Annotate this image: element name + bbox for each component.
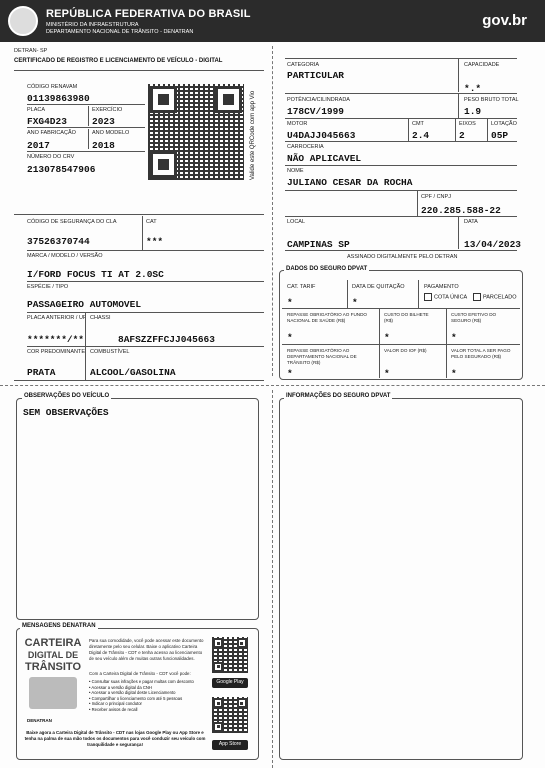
bullet-item: • Consultar suas infrações e pagar multas com desconto: [89, 679, 194, 684]
custo-efetivo-value: *: [451, 332, 457, 343]
chassi-value: 8AFSZZFFCJJ045663: [118, 334, 215, 345]
peso-label: PESO BRUTO TOTAL: [464, 97, 519, 103]
bullet-item: • Indicar o principal condutor: [89, 701, 142, 707]
placa-label: PLACA: [27, 107, 46, 113]
renavam-value: 01139863980: [27, 93, 90, 104]
eixos-value: 2: [459, 130, 465, 141]
rule: [379, 345, 380, 378]
cpf-label: CPF / CNPJ: [421, 194, 451, 200]
data-quitacao-label: DATA DE QUITAÇÃO: [352, 284, 405, 290]
valor-iof-label: VALOR DO IOF (R$): [384, 348, 427, 353]
rule: [85, 347, 86, 380]
motor-label: MOTOR: [287, 121, 308, 127]
data-value: 13/04/2023: [464, 239, 522, 250]
bullet-item: • Compartilhar o licenciamento com até 5 pessoas: [89, 695, 183, 701]
repasse-denatran-value: *: [287, 368, 293, 379]
capacidade-label: CAPACIDADE: [464, 62, 500, 68]
cota-unica-label: COTA ÚNICA: [434, 294, 468, 301]
categoria-value: PARTICULAR: [287, 70, 345, 81]
rule: [27, 346, 264, 347]
lotacao-value: 05P: [491, 130, 509, 141]
rule: [282, 308, 520, 309]
ano-modelo-label: ANO MODELO: [92, 130, 130, 136]
valor-total-value: *: [451, 368, 457, 379]
rule: [458, 59, 459, 92]
doc-title: CERTIFICADO DE REGISTRO E LICENCIAMENTO DE VEÍCULO - DIGITAL: [14, 58, 223, 64]
coat-of-arms-icon: [8, 6, 38, 36]
bullet-item: • Receber avisos de recall: [89, 706, 138, 712]
bullet-item: • Acessar a versão digital da CNH: [89, 684, 152, 690]
custo-bilhete-label: CUSTO DO BILHETE (R$): [384, 312, 429, 323]
valor-iof-value: *: [384, 368, 390, 379]
chassi-label: CHASSI: [90, 315, 111, 321]
ano-fabricacao-value: 2017: [27, 140, 50, 151]
mensagens-paragraph: Para sua comodidade, você pode acessar este documento diretamente pelo seu celular. Baixe o aplicativo Carteira Digital de Trânsito - CDT e tenha acesso ao licenciamento de seu veículo além de muitas outras funcionalidades.: [89, 638, 204, 661]
especie-label: ESPÉCIE / TIPO: [27, 284, 69, 290]
rule: [285, 93, 517, 94]
cdt-phone-illustration: [29, 677, 77, 709]
pagamento-label: PAGAMENTO: [424, 284, 459, 290]
info-dpvat-title: INFORMAÇÕES DO SEGURO DPVAT: [286, 393, 391, 399]
local-value: CAMPINAS SP: [287, 239, 350, 250]
rule: [446, 345, 447, 378]
custo-efetivo-label: CUSTO EFETIVO DO SEGURO (R$): [451, 312, 497, 323]
data-quitacao-value: *: [352, 297, 358, 308]
rule: [14, 380, 264, 381]
lotacao-label: LOTAÇÃO: [491, 121, 517, 127]
rule: [27, 312, 264, 313]
rule: [285, 118, 517, 119]
data-label: DATA: [464, 219, 478, 225]
cor-value: PRATA: [27, 367, 56, 378]
cat-tarif-value: *: [287, 297, 293, 308]
placa-value: FXG4D23: [27, 116, 67, 127]
marca-value: I/FORD FOCUS TI AT 2.0SC: [27, 269, 164, 280]
rule: [14, 70, 264, 71]
mensagens-intro: Com a Carteira Digital de Trânsito - CDT você pode:: [89, 671, 191, 676]
cota-unica-option[interactable]: [424, 293, 467, 301]
header-bar: [0, 0, 545, 42]
cat-tarif-label: CAT. TARIF: [287, 284, 316, 290]
rule: [347, 280, 348, 308]
rule: [27, 151, 145, 152]
rule: [458, 94, 459, 118]
cla-label: CÓDIGO DE SEGURANÇA DO CLA: [27, 219, 117, 225]
rule: [285, 216, 517, 217]
rule: [418, 280, 419, 308]
ano-fabricacao-label: ANO FABRICAÇÃO: [27, 130, 76, 136]
rule: [417, 190, 418, 216]
carroceria-value: NÃO APLICAVEL: [287, 153, 362, 164]
observacoes-value: SEM OBSERVAÇÕES: [23, 407, 109, 418]
rule: [85, 313, 86, 346]
rule: [27, 281, 264, 282]
qr-code: [148, 84, 244, 180]
header-ministry: MINISTÉRIO DA INFRAESTRUTURA: [46, 22, 139, 28]
fold-line-horizontal: [0, 385, 545, 386]
valor-total-label: VALOR TOTAL A SER PAGO PELO SEGURADO (R$): [451, 348, 511, 359]
header-department: DEPARTAMENTO NACIONAL DE TRÂNSITO - DENATRAN: [46, 29, 194, 35]
google-play-badge[interactable]: Google Play: [212, 678, 248, 688]
rule: [285, 58, 517, 59]
rule: [142, 216, 143, 250]
observacoes-box: [16, 398, 259, 620]
combustivel-label: COMBUSTÍVEL: [90, 349, 130, 355]
rule: [285, 141, 517, 142]
assinado-text: ASSINADO DIGITALMENTE PELO DETRAN: [347, 254, 458, 260]
rule: [285, 190, 517, 191]
marca-label: MARCA / MODELO / VERSÃO: [27, 253, 103, 259]
local-label: LOCAL: [287, 219, 306, 225]
doc-code: DETRAN- SP: [14, 48, 48, 54]
rule: [14, 214, 264, 215]
cmt-value: 2.4: [412, 130, 430, 141]
google-play-qr-code: [212, 637, 248, 673]
nome-value: JULIANO CESAR DA ROCHA: [287, 177, 413, 188]
parcelado-checkbox[interactable]: [473, 293, 481, 301]
rule: [282, 344, 520, 345]
cor-label: COR PREDOMINANTE: [27, 349, 86, 355]
cota-unica-checkbox[interactable]: [424, 293, 432, 301]
rule: [408, 119, 409, 141]
placa-anterior-label: PLACA ANTERIOR / UF: [27, 315, 87, 321]
potencia-value: 178CV/1999: [287, 106, 345, 117]
cat-label: CAT: [146, 219, 157, 225]
rule: [379, 309, 380, 344]
cpf-value: 220.285.588-22: [421, 205, 501, 216]
potencia-label: POTÊNCIA/CILINDRADA: [287, 97, 350, 103]
govbr-logo: gov.br: [482, 12, 527, 29]
mensagens-title: MENSAGENS DENATRAN: [22, 623, 96, 629]
cdt-brand: [24, 637, 82, 673]
cmt-label: CMT: [412, 121, 424, 127]
cdt-brand-line1: CARTEIRA: [24, 637, 82, 649]
cdt-brand-line2: DIGITAL DE: [27, 650, 79, 660]
exercicio-value: 2023: [92, 116, 115, 127]
fold-line-vertical: [272, 46, 273, 376]
cdt-brand-line3: TRÂNSITO: [24, 661, 82, 673]
dpvat-title: DADOS DO SEGURO DPVAT: [286, 266, 368, 272]
app-store-qr-code: [212, 697, 248, 733]
combustivel-value: ALCOOL/GASOLINA: [90, 367, 176, 378]
renavam-label: CÓDIGO RENAVAM: [27, 84, 78, 90]
fold-line-vertical-lower: [272, 390, 273, 768]
bullet-item: • Acessar a versão digital deste Licenciamento: [89, 690, 176, 696]
cla-value: 37526370744: [27, 236, 90, 247]
rule: [88, 106, 89, 126]
ano-modelo-value: 2018: [92, 140, 115, 151]
rule: [27, 104, 145, 105]
rule: [487, 119, 488, 141]
repasse-denatran-label: REPASSE OBRIGATÓRIO AO DEPARTAMENTO NACIONAL DE TRÂNSITO (R$): [287, 348, 357, 365]
rule: [446, 309, 447, 344]
rule: [285, 250, 517, 251]
carroceria-label: CARROCERIA: [287, 144, 324, 150]
placa-anterior-value: *******/**: [27, 334, 85, 345]
rule: [285, 165, 517, 166]
parcelado-option[interactable]: [473, 293, 517, 301]
peso-value: 1.9: [464, 106, 482, 117]
exercicio-label: EXERCÍCIO: [92, 107, 123, 113]
capacidade-value: *.*: [464, 83, 482, 94]
app-store-badge[interactable]: App Store: [212, 740, 248, 750]
info-dpvat-box: [279, 398, 523, 760]
cat-value: ***: [146, 236, 164, 247]
custo-bilhete-value: *: [384, 332, 390, 343]
rule: [27, 127, 145, 128]
mensagens-footer: Baixe agora a Carteira Digital de Trânsito - CDT nas lojas Google Play ou App Store e tenha na palma de sua mão todos os documentos para você conduzir seu veículo com tranquilidade e segurança!: [24, 730, 206, 747]
rule: [455, 119, 456, 141]
eixos-label: EIXOS: [459, 121, 476, 127]
motor-value: U4DAJJ045663: [287, 130, 356, 141]
rule: [458, 217, 459, 249]
crv-label: NÚMERO DO CRV: [27, 154, 75, 160]
repasse-fns-label: REPASSE OBRIGATÓRIO AO FUNDO NACIONAL DE SAÚDE (R$): [287, 312, 367, 323]
qr-note: Valide este QRCode com app Vio: [250, 90, 256, 180]
denatran-logo: DENATRAN: [27, 718, 52, 723]
parcelado-label: PARCELADO: [483, 294, 517, 301]
repasse-fns-value: *: [287, 332, 293, 343]
header-title: REPÚBLICA FEDERATIVA DO BRASIL: [46, 8, 251, 20]
crv-value: 213078547906: [27, 164, 96, 175]
especie-value: PASSAGEIRO AUTOMOVEL: [27, 299, 142, 310]
rule: [27, 250, 264, 251]
observacoes-title: OBSERVAÇÕES DO VEÍCULO: [24, 393, 110, 399]
mensagens-bullets: [89, 679, 207, 713]
nome-label: NOME: [287, 168, 304, 174]
categoria-label: CATEGORIA: [287, 62, 319, 68]
rule: [88, 129, 89, 149]
